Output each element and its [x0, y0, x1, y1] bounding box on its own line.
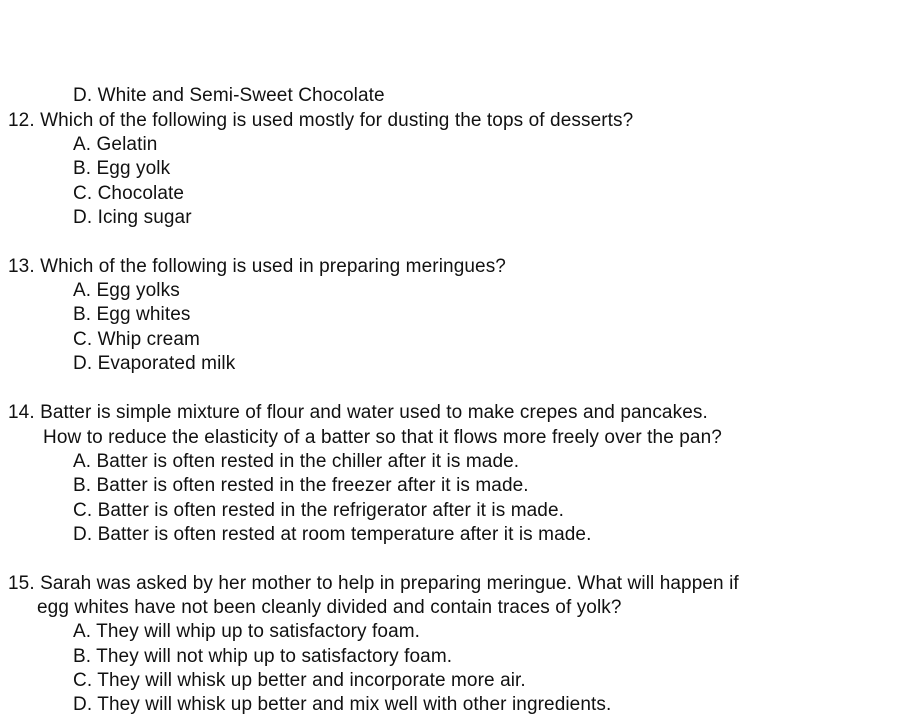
- question-12-option-a: A. Gelatin: [73, 134, 158, 155]
- question-14-option-b: B. Batter is often rested in the freezer after it is made.: [73, 475, 529, 496]
- question-13-option-c: C. Whip cream: [73, 329, 200, 350]
- question-13-option-b: B. Egg whites: [73, 304, 191, 325]
- question-14-option-d: D. Batter is often rested at room temperature after it is made.: [73, 524, 592, 545]
- question-12-option-c: C. Chocolate: [73, 183, 185, 204]
- previous-question-option-d: D. White and Semi-Sweet Chocolate: [73, 85, 385, 106]
- question-14-text: 14. Batter is simple mixture of flour and water used to make crepes and pancakes.: [8, 402, 708, 423]
- question-15-option-d: D. They will whisk up better and mix well with other ingredients.: [73, 694, 612, 715]
- question-14-option-a: A. Batter is often rested in the chiller after it is made.: [73, 451, 520, 472]
- question-15-option-a: A. They will whip up to satisfactory foam.: [73, 621, 421, 642]
- question-13-option-a: A. Egg yolks: [73, 280, 180, 301]
- question-15-option-b: B. They will not whip up to satisfactory foam.: [73, 646, 453, 667]
- question-13-option-d: D. Evaporated milk: [73, 353, 236, 374]
- question-14-option-c: C. Batter is often rested in the refrigerator after it is made.: [73, 500, 565, 521]
- question-13-text: 13. Which of the following is used in preparing meringues?: [8, 256, 506, 277]
- question-14-text-continued: How to reduce the elasticity of a batter so that it flows more freely over the pan?: [43, 427, 722, 448]
- question-15-text: 15. Sarah was asked by her mother to help in preparing meringue. What will happen if: [8, 573, 739, 594]
- question-15-option-c: C. They will whisk up better and incorporate more air.: [73, 670, 526, 691]
- question-12-text: 12. Which of the following is used mostly for dusting the tops of desserts?: [8, 110, 634, 131]
- question-15-text-continued: egg whites have not been cleanly divided and contain traces of yolk?: [37, 597, 622, 618]
- question-12-option-b: B. Egg yolk: [73, 158, 171, 179]
- question-12-option-d: D. Icing sugar: [73, 207, 192, 228]
